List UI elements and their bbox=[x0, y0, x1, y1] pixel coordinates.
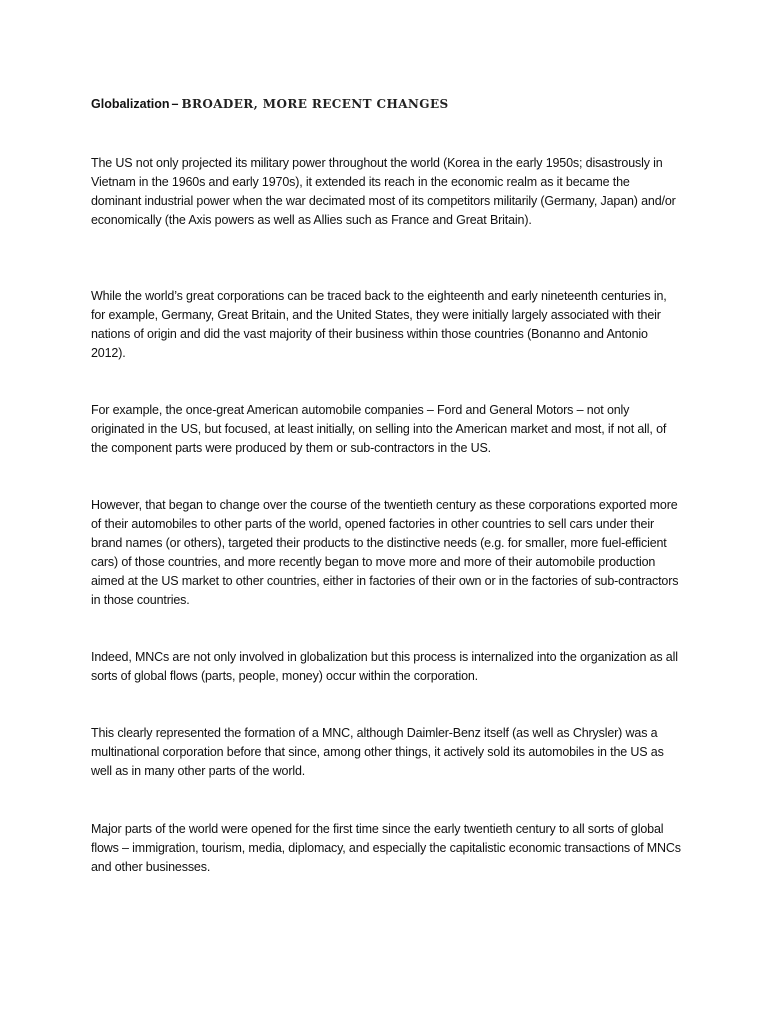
paragraph-mncs-globalization: Indeed, MNCs are not only involved in globalization but this process is internalized into the organization as all sorts of global flows (parts, people, money) occur within the corporation. bbox=[91, 650, 678, 683]
paragraph-us-military-power: The US not only projected its military power throughout the world (Korea in the early 1950s; disastrously in Vietnam in the 1960s and early 1970s), it extended its reach in the economic realm as it became the dominant industrial power when the war decimated most of its competitors militarily (Germany, Japan) and/or economically (the Axis powers as well as Allies such as France and Great Britain). bbox=[91, 156, 676, 227]
paragraph-great-corporations: While the world’s great corporations can be traced back to the eighteenth and early nineteenth centuries in, for example, Germany, Great Britain, and the United States, they were initially largely associated with their nations of origin and did the vast majority of their business within those countries (Bonanno and Antonio 2012). bbox=[91, 289, 667, 360]
title-dash: – bbox=[171, 97, 179, 111]
title-subheading: BROADER, MORE RECENT CHANGES bbox=[181, 97, 449, 111]
title-topic: Globalization bbox=[91, 97, 170, 111]
paragraph-formation-of-mnc: This clearly represented the formation of a MNC, although Daimler-Benz itself (as well as Chrysler) was a multinational corporation before that since, among other things, it actively sold its automobiles in the US as well as in many other parts of the world. bbox=[91, 726, 664, 778]
paragraph-american-automobile: For example, the once-great American automobile companies – Ford and General Motors – not only originated in the US, but focused, at least initially, on selling into the American market and most, if not all, of the component parts were produced by them or sub-contractors in the US. bbox=[91, 403, 667, 455]
document-title bbox=[91, 94, 449, 114]
paragraph-global-flows: Major parts of the world were opened for the first time since the early twentieth century to all sorts of global flows – immigration, tourism, media, diplomacy, and especially the capitalistic economic transactions of MNCs and other businesses. bbox=[91, 822, 681, 874]
paragraph-twentieth-century-change: However, that began to change over the course of the twentieth century as these corporations exported more of their automobiles to other parts of the world, opened factories in other countries to sell cars under their brand names (or others), targeted their products to the distinctive needs (e.g. for smaller, more fuel-efficient cars) of those countries, and more recently began to move more and more of their automobile production aimed at the US market to other countries, either in factories of their own or in the factories of sub-contractors in those countries. bbox=[91, 498, 679, 607]
